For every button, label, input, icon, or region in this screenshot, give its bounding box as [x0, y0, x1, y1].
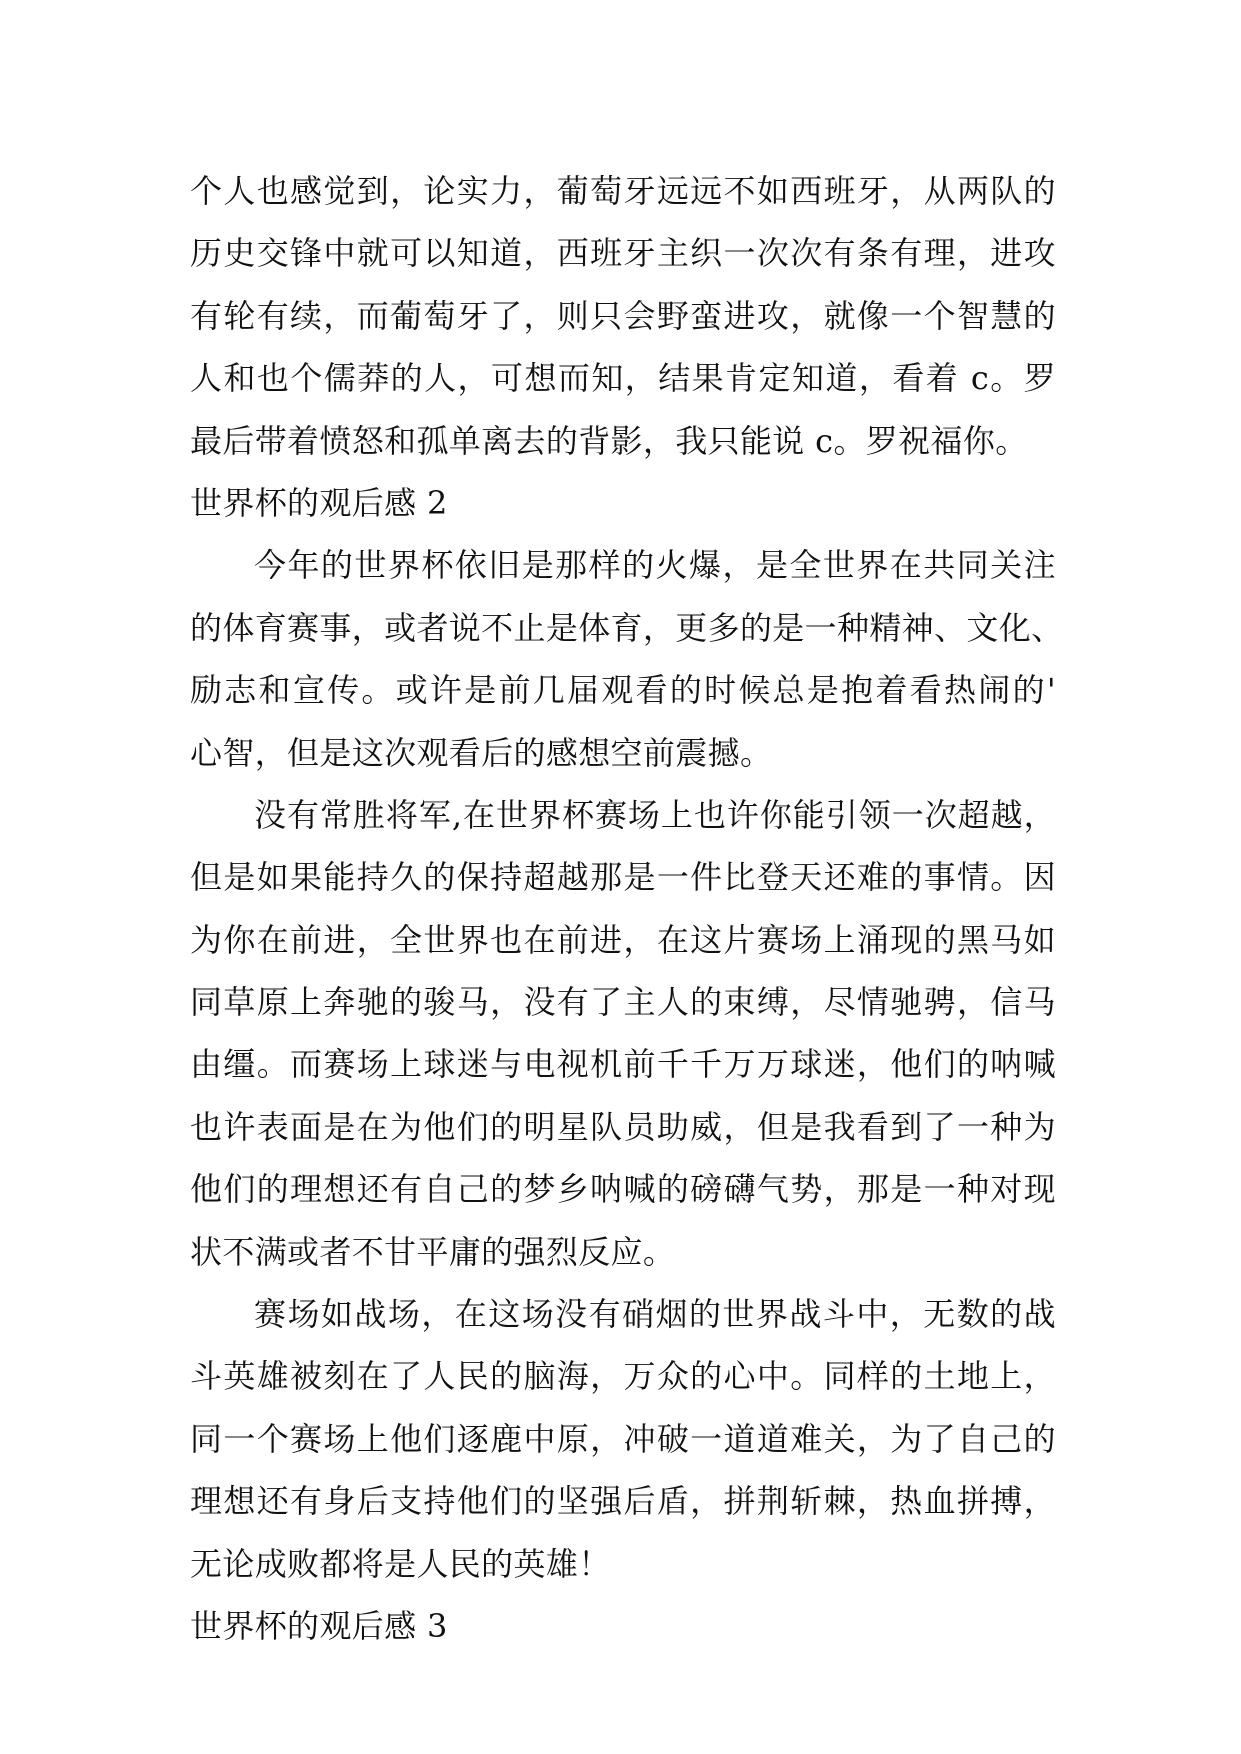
section-heading: 世界杯的观后感 3	[190, 1606, 448, 1645]
text-line: 人和也个儒莽的人，可想而知，结果肯定知道，看着 c。罗	[190, 359, 1056, 398]
text-line: 赛场如战场，在这场没有硝烟的世界战斗中，无数的战	[254, 1295, 1056, 1334]
text-line: 同一个赛场上他们逐鹿中原，冲破一道道难关，为了自己的	[190, 1419, 1056, 1458]
text-line: 今年的世界杯依旧是那样的火爆，是全世界在共同关注	[254, 546, 1056, 585]
text-line: 为你在前进，全世界也在前进，在这片赛场上涌现的黑马如	[190, 920, 1056, 959]
text-line: 历史交锋中就可以知道，西班牙主织一次次有条有理，进攻	[190, 234, 1056, 273]
text-line: 有轮有续，而葡萄牙了，则只会野蛮进攻，就像一个智慧的	[190, 296, 1056, 335]
text-line: 同草原上奔驰的骏马，没有了主人的束缚，尽情驰骋，信马	[190, 983, 1056, 1022]
text-line: 斗英雄被刻在了人民的脑海，万众的心中。同样的土地上，	[190, 1357, 1056, 1396]
text-line: 理想还有身后支持他们的坚强后盾，拼荆斩棘，热血拼搏，	[190, 1482, 1056, 1521]
text-line: 无论成败都将是人民的英雄！	[190, 1544, 611, 1583]
text-line: 心智，但是这次观看后的感想空前震撼。	[190, 733, 773, 772]
text-line: 状不满或者不甘平庸的强烈反应。	[190, 1232, 676, 1271]
text-line: 他们的理想还有自己的梦乡呐喊的磅礴气势，那是一种对现	[190, 1170, 1056, 1209]
document-page	[190, 160, 1064, 1657]
text-line: 励志和宣传。或许是前几届观看的时候总是抱着看热闹的'	[190, 671, 1056, 710]
text-line: 最后带着愤怒和孤单离去的背影，我只能说 c。罗祝福你。	[190, 421, 1028, 460]
section-heading: 世界杯的观后感 2	[190, 483, 448, 522]
text-line: 没有常胜将军,在世界杯赛场上也许你能引领一次超越，	[254, 795, 1056, 834]
text-line: 由缰。而赛场上球迷与电视机前千千万万球迷，他们的呐喊	[190, 1045, 1056, 1084]
text-line: 但是如果能持久的保持超越那是一件比登天还难的事情。因	[190, 858, 1056, 897]
text-line: 也许表面是在为他们的明星队员助威，但是我看到了一种为	[190, 1107, 1056, 1146]
text-line: 个人也感觉到，论实力，葡萄牙远远不如西班牙，从两队的	[190, 172, 1056, 210]
text-line: 的体育赛事，或者说不止是体育，更多的是一种精神、文化、	[190, 608, 1064, 647]
